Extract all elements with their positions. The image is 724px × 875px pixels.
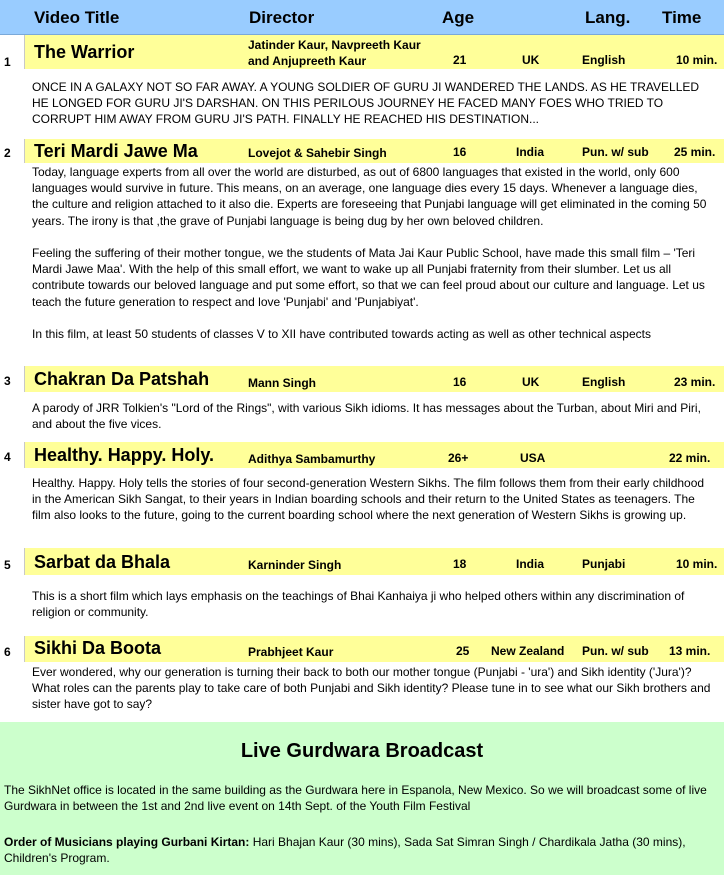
film-title-row <box>0 636 724 662</box>
film-age: 21 <box>453 53 467 67</box>
broadcast-title: Live Gurdwara Broadcast <box>240 740 484 762</box>
film-description: A parody of JRR Tolkien's "Lord of the Rings", with various Sikh idioms. It has messages about the Turban, about Miri and Piri, and about the five vices. <box>32 401 701 432</box>
film-description: Ever wondered, why our generation is turning their back to both our mother tongue (Punjabi - 'ura') and Sikh identity ('Jura')? What roles can the parents play to take care of both Punjabi and Sikh identity? Please tune in to see what our Sikh brothers and sister have got to say? <box>32 665 711 712</box>
film-time: 10 min. <box>676 53 718 67</box>
film-description: This is a short film which lays emphasis on the teachings of Bhai Kanhaiya ji who helped others within any discrimination of religion or community. <box>32 589 685 620</box>
film-number: 6 <box>4 645 11 659</box>
film-title: Chakran Da Patshah <box>34 369 210 389</box>
film-country: USA <box>520 451 546 465</box>
film-age: 16 <box>453 145 467 159</box>
musicians-list: Hari Bhajan Kaur (30 mins), Sada Sat Simran Singh / Chardikala Jatha (30 mins), Children's Program. <box>4 835 686 866</box>
film-title: Sikhi Da Boota <box>34 638 162 658</box>
film-number: 3 <box>4 374 11 388</box>
film-title: Healthy. Happy. Holy. <box>34 445 215 465</box>
film-language: English <box>582 375 626 389</box>
film-director: Lovejot & Sahebir Singh <box>248 146 387 160</box>
header-video-title: Video Title <box>34 8 120 27</box>
film-title-row <box>0 139 724 163</box>
film-age: 18 <box>453 557 467 571</box>
film-language: Pun. w/ sub <box>582 644 649 658</box>
film-number: 2 <box>4 146 11 160</box>
film-director: Mann Singh <box>248 376 316 390</box>
header-time: Time <box>662 8 702 27</box>
film-country: UK <box>522 375 540 389</box>
header-lang: Lang. <box>585 8 631 27</box>
film-language: English <box>582 53 626 67</box>
film-age: 16 <box>453 375 467 389</box>
film-description: ONCE IN A GALAXY NOT SO FAR AWAY. A YOUNG SOLDIER OF GURU JI WANDERED THE LANDS. AS HE TRAVELLED HE LONGED FOR GURU JI'S DARSHAN. ON THIS PERILOUS JOURNEY HE FACED MANY FOES WHO TRIED TO CORRUPT HIM AWAY FROM GURU JI'S PATH. FINALLY HE REACHED HIS DESTINATION... <box>32 80 700 127</box>
header-director: Director <box>249 8 315 27</box>
film-description: Today, language experts from all over the world are disturbed, as out of 6800 languages that existed in the world, only 600 languages would survive in future. This means, on an average, one language dies every 15 days. Whenever a language dies, the culture and religion attached to it also die. Experts are foreseeing that Punjabi language will get eliminated in the coming 50 years. The irony is that ,the grave of Punjabi language is being dug by her own beloved children. Feeling the suffering of their mother tongue, we the students of Mata Jai Kaur Public School, have made this small film – 'Teri Mardi Jawe Maa'. With the help of this small effort, we want to wake up all Punjabi fraternity from their slumber. Let us all contribute towards our beloved language and put some effort, so that we can feel proud about our culture and language. Let us teach the future generation to respect and love 'Punjabi' and 'Punjabiyat'. In this film, at least 50 students of classes V to XII have contributed towards acting as well as other technical aspects <box>32 165 707 342</box>
film-title-row <box>0 442 724 468</box>
film-age: 25 <box>456 644 470 658</box>
header-age: Age <box>442 8 475 27</box>
film-title-row <box>0 35 724 69</box>
broadcast-section <box>0 722 724 875</box>
film-title: Teri Mardi Jawe Ma <box>34 141 198 161</box>
broadcast-paragraph: The SikhNet office is located in the same building as the Gurdwara here in Espanola, New Mexico. So we will broadcast some of live Gurdwara in between the 1st and 2nd live event on 14th Sept. of the Youth Film Festival <box>4 783 707 814</box>
film-age: 26+ <box>448 451 469 465</box>
film-time: 10 min. <box>676 557 718 571</box>
film-director: Adithya Sambamurthy <box>248 452 376 466</box>
film-number: 4 <box>4 450 11 464</box>
film-time: 22 min. <box>669 451 711 465</box>
film-director: Prabhjeet Kaur <box>248 645 334 659</box>
film-country: India <box>516 557 545 571</box>
film-title-row <box>0 548 724 575</box>
film-title: The Warrior <box>34 42 135 62</box>
film-country: New Zealand <box>491 644 565 658</box>
film-number: 5 <box>4 558 11 572</box>
film-language: Punjabi <box>582 557 626 571</box>
film-time: 13 min. <box>669 644 711 658</box>
film-title: Sarbat da Bhala <box>34 552 171 572</box>
film-country: India <box>516 145 545 159</box>
film-title-row <box>0 366 724 392</box>
film-language: Pun. w/ sub <box>582 145 649 159</box>
film-number: 1 <box>4 55 11 69</box>
musicians-paragraph <box>4 834 718 866</box>
film-country: UK <box>522 53 540 67</box>
film-director: Jatinder Kaur, Navpreeth Kaur and Anjupreeth Kaur <box>248 38 421 68</box>
film-description: Healthy. Happy. Holy tells the stories of four second-generation Western Sikhs. The film follows them from their early childhood in the American Sikh Sangat, to their years in Indian boarding schools and their return to the United States as teenagers. The film also looks to the future, going to the current boarding school where the next generation of Western Sikhs is growing up. <box>32 476 705 523</box>
musicians-label: Order of Musicians playing Gurbani Kirtan: <box>4 835 250 849</box>
film-time: 25 min. <box>674 145 716 159</box>
film-director: Karninder Singh <box>248 558 342 572</box>
film-time: 23 min. <box>674 375 716 389</box>
table-header <box>0 0 724 35</box>
